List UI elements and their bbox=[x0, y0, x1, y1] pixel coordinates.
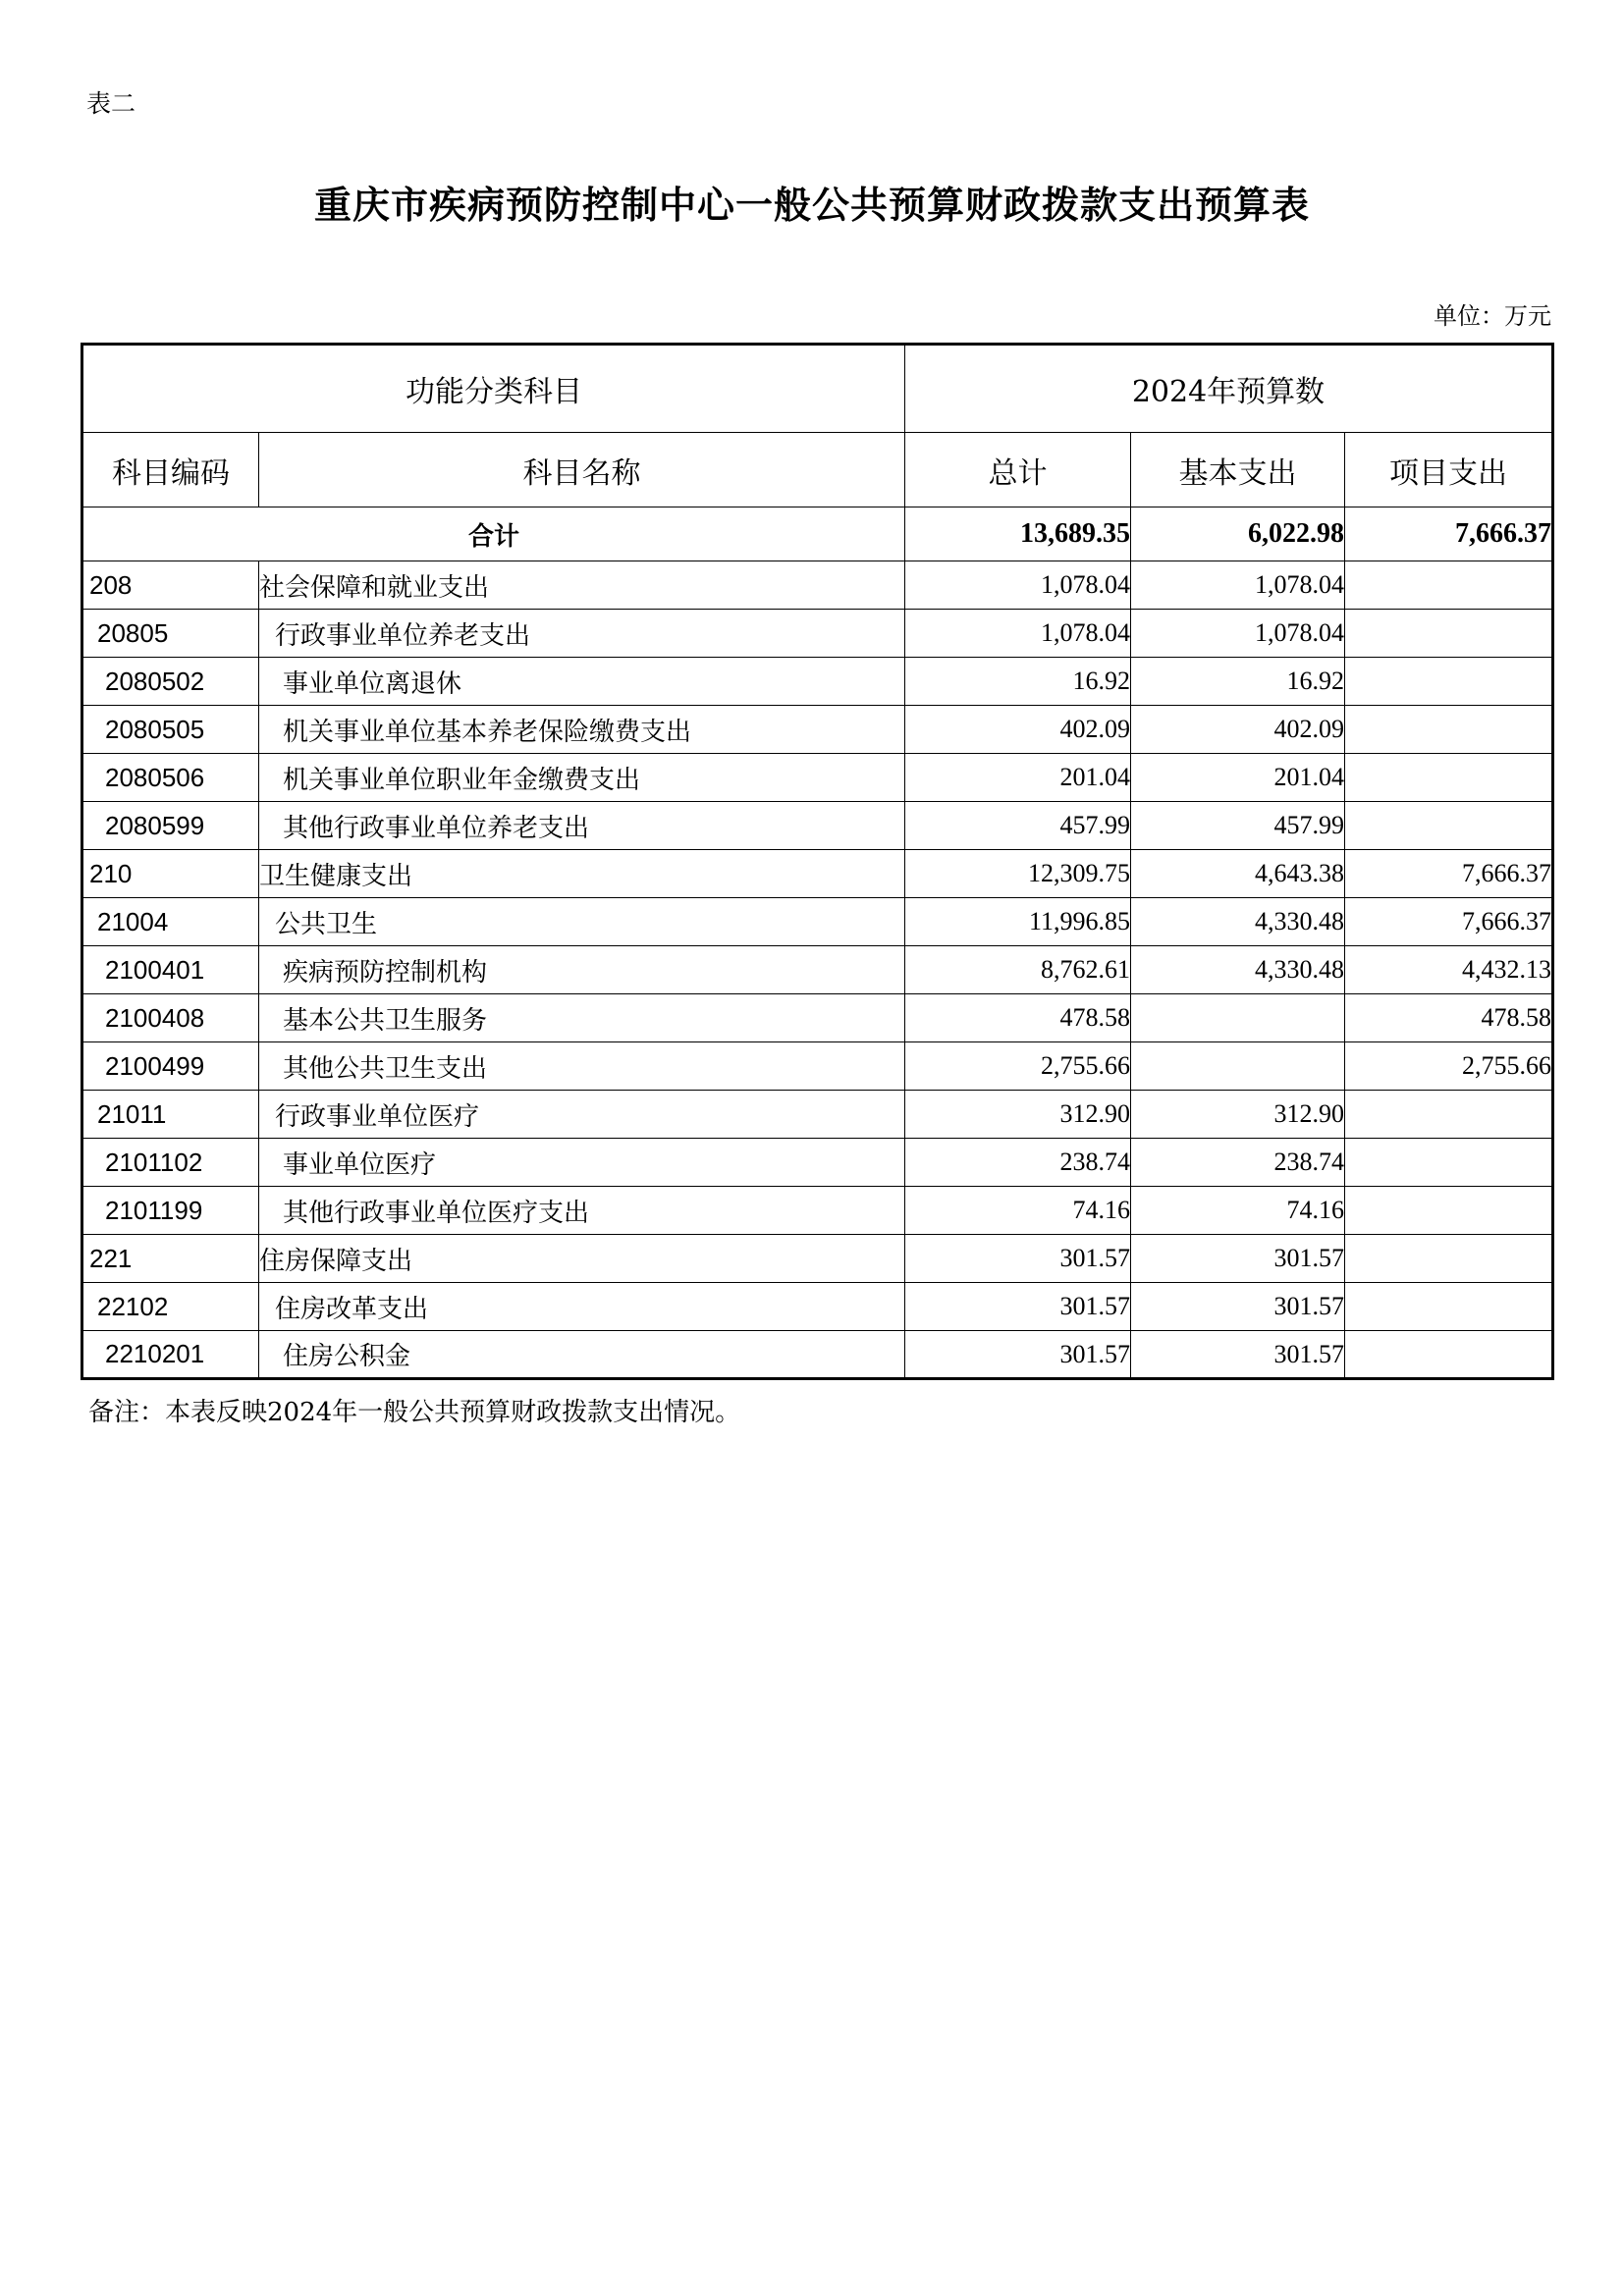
table-row bbox=[82, 610, 1553, 658]
amount-project bbox=[1345, 1187, 1553, 1235]
subject-name: 基本公共卫生服务 bbox=[259, 994, 905, 1042]
header-row-group bbox=[82, 345, 1553, 433]
subject-code: 20805 bbox=[82, 610, 259, 658]
amount-total: 11,996.85 bbox=[905, 898, 1131, 946]
subject-code: 21011 bbox=[82, 1091, 259, 1139]
amount-project bbox=[1345, 1139, 1553, 1187]
amount-project: 478.58 bbox=[1345, 994, 1553, 1042]
amount-total: 238.74 bbox=[905, 1139, 1131, 1187]
header-subject-code: 科目编码 bbox=[82, 433, 259, 507]
amount-total: 457.99 bbox=[905, 802, 1131, 850]
amount-basic: 1,078.04 bbox=[1131, 561, 1345, 610]
amount-total: 478.58 bbox=[905, 994, 1131, 1042]
amount-basic: 4,330.48 bbox=[1131, 898, 1345, 946]
subject-name: 事业单位离退休 bbox=[259, 658, 905, 706]
subject-code: 208 bbox=[82, 561, 259, 610]
amount-basic: 301.57 bbox=[1131, 1331, 1345, 1379]
amount-project: 4,432.13 bbox=[1345, 946, 1553, 994]
header-row-columns bbox=[82, 433, 1553, 507]
amount-project bbox=[1345, 561, 1553, 610]
subject-name: 机关事业单位基本养老保险缴费支出 bbox=[259, 706, 905, 754]
subject-code: 2080599 bbox=[82, 802, 259, 850]
subject-code: 2101199 bbox=[82, 1187, 259, 1235]
amount-total: 301.57 bbox=[905, 1331, 1131, 1379]
amount-project: 7,666.37 bbox=[1345, 850, 1553, 898]
total-sum: 13,689.35 bbox=[905, 507, 1131, 561]
subject-code: 2080506 bbox=[82, 754, 259, 802]
subject-name: 住房公积金 bbox=[259, 1331, 905, 1379]
total-project: 7,666.37 bbox=[1345, 507, 1553, 561]
subject-name: 其他行政事业单位养老支出 bbox=[259, 802, 905, 850]
amount-total: 301.57 bbox=[905, 1283, 1131, 1331]
subject-code: 2080502 bbox=[82, 658, 259, 706]
amount-project bbox=[1345, 1331, 1553, 1379]
amount-total: 1,078.04 bbox=[905, 610, 1131, 658]
table-row bbox=[82, 754, 1553, 802]
table-row bbox=[82, 1283, 1553, 1331]
header-subject-name: 科目名称 bbox=[259, 433, 905, 507]
amount-project bbox=[1345, 754, 1553, 802]
table-row bbox=[82, 561, 1553, 610]
subject-code: 2080505 bbox=[82, 706, 259, 754]
subject-name: 行政事业单位养老支出 bbox=[259, 610, 905, 658]
subject-code: 2210201 bbox=[82, 1331, 259, 1379]
amount-basic: 201.04 bbox=[1131, 754, 1345, 802]
subject-name: 行政事业单位医疗 bbox=[259, 1091, 905, 1139]
amount-total: 74.16 bbox=[905, 1187, 1131, 1235]
table-row bbox=[82, 1139, 1553, 1187]
total-basic: 6,022.98 bbox=[1131, 507, 1345, 561]
header-functional-classification: 功能分类科目 bbox=[82, 345, 905, 433]
table-row bbox=[82, 946, 1553, 994]
subject-name: 住房保障支出 bbox=[259, 1235, 905, 1283]
total-row bbox=[82, 507, 1553, 561]
amount-project bbox=[1345, 1235, 1553, 1283]
total-label: 合计 bbox=[82, 507, 905, 561]
subject-name: 机关事业单位职业年金缴费支出 bbox=[259, 754, 905, 802]
header-total: 总计 bbox=[905, 433, 1131, 507]
amount-total: 312.90 bbox=[905, 1091, 1131, 1139]
amount-basic: 457.99 bbox=[1131, 802, 1345, 850]
amount-project: 2,755.66 bbox=[1345, 1042, 1553, 1091]
subject-name: 住房改革支出 bbox=[259, 1283, 905, 1331]
amount-total: 16.92 bbox=[905, 658, 1131, 706]
amount-total: 2,755.66 bbox=[905, 1042, 1131, 1091]
unit-label: 单位：万元 bbox=[1434, 302, 1551, 330]
amount-total: 8,762.61 bbox=[905, 946, 1131, 994]
subject-name: 事业单位医疗 bbox=[259, 1139, 905, 1187]
page-title: 重庆市疾病预防控制中心一般公共预算财政拨款支出预算表 bbox=[313, 183, 1310, 227]
amount-total: 301.57 bbox=[905, 1235, 1131, 1283]
subject-code: 221 bbox=[82, 1235, 259, 1283]
table-row bbox=[82, 658, 1553, 706]
table-row bbox=[82, 1187, 1553, 1235]
subject-name: 卫生健康支出 bbox=[259, 850, 905, 898]
table-row bbox=[82, 802, 1553, 850]
table-row bbox=[82, 1235, 1553, 1283]
amount-project bbox=[1345, 1091, 1553, 1139]
subject-name: 社会保障和就业支出 bbox=[259, 561, 905, 610]
table-row bbox=[82, 1091, 1553, 1139]
amount-basic: 301.57 bbox=[1131, 1283, 1345, 1331]
amount-project: 7,666.37 bbox=[1345, 898, 1553, 946]
amount-basic: 301.57 bbox=[1131, 1235, 1345, 1283]
subject-code: 210 bbox=[82, 850, 259, 898]
table-row bbox=[82, 706, 1553, 754]
amount-project bbox=[1345, 706, 1553, 754]
subject-name: 疾病预防控制机构 bbox=[259, 946, 905, 994]
amount-basic: 312.90 bbox=[1131, 1091, 1345, 1139]
table-row bbox=[82, 850, 1553, 898]
table-row bbox=[82, 1331, 1553, 1379]
subject-code: 2101102 bbox=[82, 1139, 259, 1187]
table-row bbox=[82, 994, 1553, 1042]
amount-basic: 1,078.04 bbox=[1131, 610, 1345, 658]
subject-name: 其他公共卫生支出 bbox=[259, 1042, 905, 1091]
amount-basic: 238.74 bbox=[1131, 1139, 1345, 1187]
amount-basic: 402.09 bbox=[1131, 706, 1345, 754]
subject-name: 其他行政事业单位医疗支出 bbox=[259, 1187, 905, 1235]
footnote: 备注：本表反映2024年一般公共预算财政拨款支出情况。 bbox=[88, 1398, 741, 1427]
amount-basic: 16.92 bbox=[1131, 658, 1345, 706]
amount-project bbox=[1345, 802, 1553, 850]
amount-project bbox=[1345, 1283, 1553, 1331]
subject-code: 22102 bbox=[82, 1283, 259, 1331]
table-row bbox=[82, 898, 1553, 946]
header-project-expenditure: 项目支出 bbox=[1345, 433, 1553, 507]
subject-name: 公共卫生 bbox=[259, 898, 905, 946]
header-budget-2024: 2024年预算数 bbox=[905, 345, 1553, 433]
header-basic-expenditure: 基本支出 bbox=[1131, 433, 1345, 507]
amount-total: 12,309.75 bbox=[905, 850, 1131, 898]
table-label: 表二 bbox=[86, 89, 136, 118]
subject-code: 2100408 bbox=[82, 994, 259, 1042]
table-row bbox=[82, 1042, 1553, 1091]
budget-table bbox=[81, 343, 1554, 1380]
amount-basic bbox=[1131, 1042, 1345, 1091]
amount-total: 402.09 bbox=[905, 706, 1131, 754]
amount-basic: 4,643.38 bbox=[1131, 850, 1345, 898]
amount-project bbox=[1345, 658, 1553, 706]
amount-project bbox=[1345, 610, 1553, 658]
amount-total: 201.04 bbox=[905, 754, 1131, 802]
amount-basic: 74.16 bbox=[1131, 1187, 1345, 1235]
amount-total: 1,078.04 bbox=[905, 561, 1131, 610]
amount-basic: 4,330.48 bbox=[1131, 946, 1345, 994]
subject-code: 21004 bbox=[82, 898, 259, 946]
subject-code: 2100499 bbox=[82, 1042, 259, 1091]
subject-code: 2100401 bbox=[82, 946, 259, 994]
amount-basic bbox=[1131, 994, 1345, 1042]
